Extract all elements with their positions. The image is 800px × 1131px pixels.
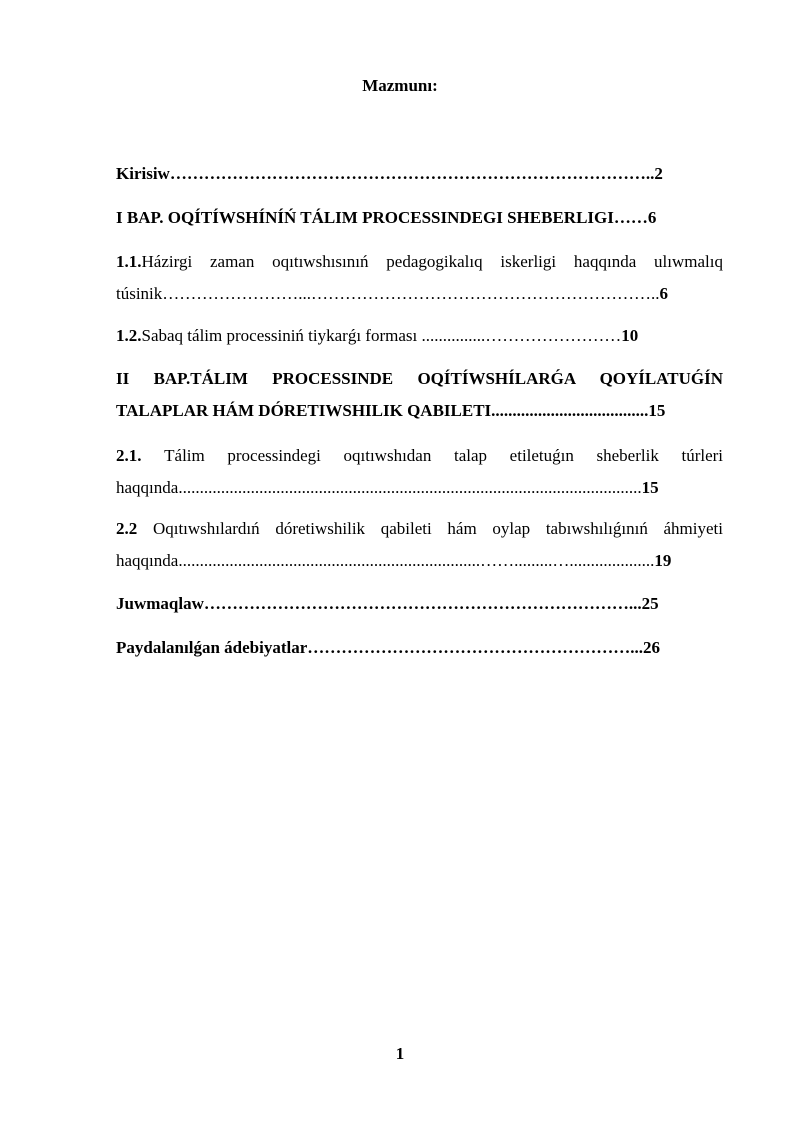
toc-entry-2-2-line1 [116,518,723,540]
toc-entry-1-1-line2 [116,283,723,305]
toc-entry-text: TALAPLAR HÁM DÓRETIWSHILIK QABILETI..................................... [116,401,649,420]
toc-entry-2-1-line2 [116,477,723,499]
toc-entry-text: Tálim processindegi oqıtıwshıdan talap etiletuǵın sheberlik túrleri [164,446,723,465]
section-number: 2.2 [116,519,138,538]
toc-entry-intro [116,163,723,185]
toc-entry-text: Juwmaqlaw…………………………………………………………………... [116,594,642,613]
toc-entry-1-1-line1 [116,251,723,273]
toc-page-number: 15 [641,478,659,497]
toc-entry-text: túsinik……………………...…………………………………………………….. [116,284,660,303]
toc-entry-conclusion [116,593,723,615]
toc-entry-2-2-line2 [116,550,723,572]
toc-page-number: 6 [659,284,669,303]
toc-entry-text: Oqıtıwshılardıń dóretiwshilik qabileti hám oylap tabıwshılıǵınıń áhmiyeti [152,519,723,538]
toc-page-number: 19 [654,551,672,570]
toc-entry-references [116,637,723,659]
toc-page-number: 6 [647,208,657,227]
toc-entry-1-2 [116,325,723,347]
toc-entry-text: Házirgi zaman oqıtıwshısınıń pedagogikalıq iskerligi haqqında ulıwmalıq [141,252,723,271]
toc-entry-chapter-2-line2 [116,400,723,422]
toc-entry-text: haqqında.......................................................................…….........….................... [116,551,655,570]
toc-entry-chapter-1 [116,207,723,229]
toc-entry-2-1-line1 [116,445,723,467]
toc-entry-chapter-2-line1 [116,368,723,390]
page-title: Mazmunı: [362,76,438,95]
toc-page-number: 10 [621,326,639,345]
toc-leader-dots: …………………… [485,326,622,345]
toc-entry-text: II BAP.TÁLIM PROCESSINDE OQÍTÍWSHÍLARǴA QOYÍLATUǴÍN [116,369,723,388]
toc-page-number: 26 [643,638,661,657]
section-number: 1.2. [116,326,142,345]
toc-entry-text: Sabaq tálim processiniń tiykarǵı forması ............... [141,326,486,345]
toc-entry-text: Paydalanılǵan ádebiyatlar…………………………………………………... [116,638,644,657]
section-number: 1.1. [116,252,142,271]
toc-entry-text: I BAP. OQÍTÍWSHÍNÍŃ TÁLIM PROCESSINDEGI SHEBERLIGI…… [116,208,648,227]
section-number: 2.1. [116,446,142,465]
toc-entry-text: Kirisiw………………………………………………………………………….. [116,164,655,183]
toc-page-number: 25 [641,594,659,613]
page-footer-number: 1 [395,1044,405,1063]
toc-page-number: 2 [654,164,663,183]
toc-page-number: 15 [648,401,666,420]
toc-entry-text: haqqında............................................................................................................. [116,478,642,497]
